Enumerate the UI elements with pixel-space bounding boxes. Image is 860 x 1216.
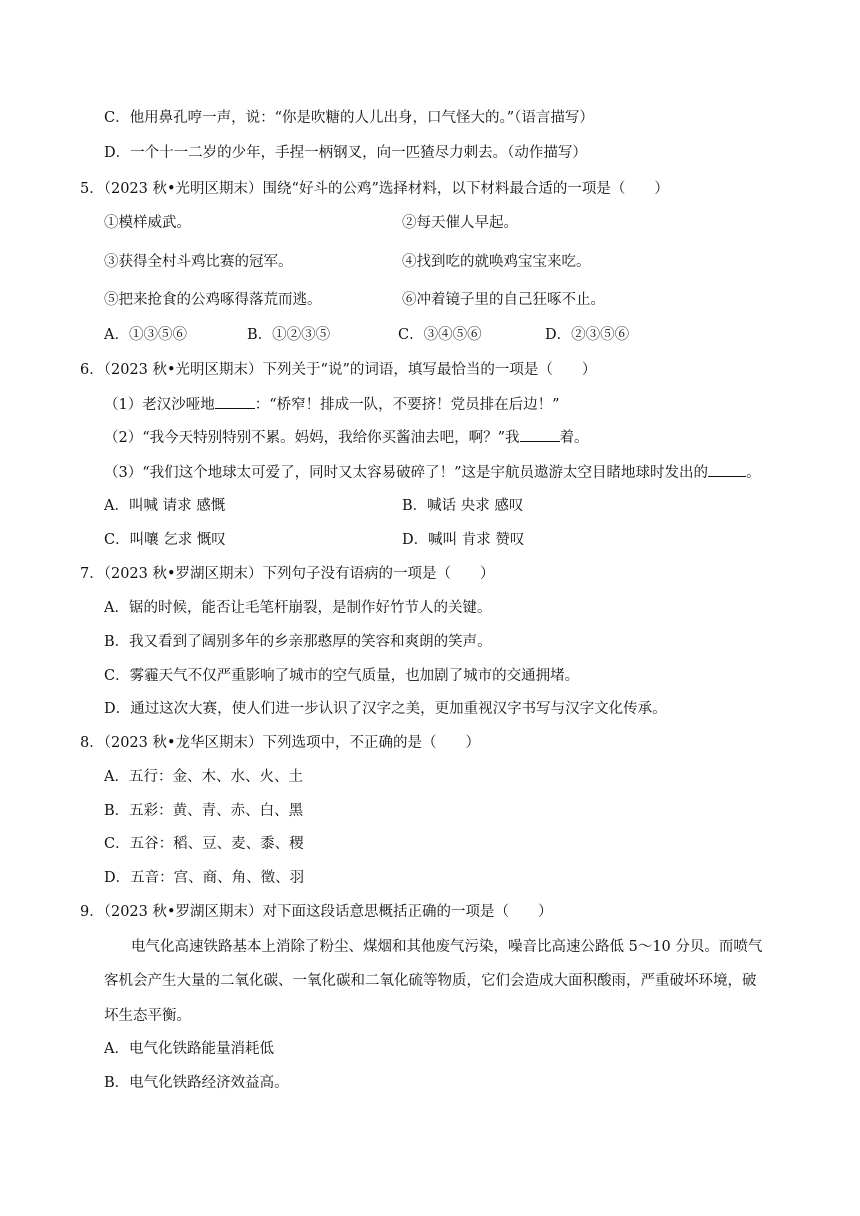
q5-material-6: ⑥冲着镜子里的自己狂啄不止。 [402,292,605,308]
q6-s1-blank [215,408,255,409]
q6-option-b: B．喊话 央求 感叹 [402,498,524,514]
q8-option-b: B．五彩：黄、青、赤、白、黑 [104,803,304,819]
q6-sentence-1 [104,395,560,415]
q6-option-c: C．叫嚷 乞求 慨叹 [104,532,226,548]
q9-stem: 9．（2023 秋•罗湖区期末）对下面这段话意思概括正确的一项是（ ） [80,904,553,920]
q5-option-b: B．①②③⑤ [247,327,331,343]
q6-s2-after: 着。 [559,430,589,446]
q6-stem: 6．（2023 秋•光明区期末）下列关于“说”的词语，填写最恰当的一项是（ ） [80,362,597,378]
q8-option-c: C．五谷：稻、豆、麦、黍、稷 [104,836,304,852]
q5-material-3: ③获得全村斗鸡比赛的冠军。 [104,254,293,270]
q5-material-2: ②每天催人早起。 [402,215,518,231]
q5-material-5: ⑤把来抢食的公鸡啄得落荒而逃。 [104,292,322,308]
q9-passage-line-1: 电气化高速铁路基本上消除了粉尘、煤烟和其他废气污染，噪音比高速公路低 5～10 分贝。而喷气 [131,939,763,955]
q6-s3-blank [708,476,746,477]
q7-option-b: B．我又看到了阔别多年的乡亲那憨厚的笑容和爽朗的笑声。 [104,634,492,650]
q6-sentence-2 [104,428,589,448]
q8-option-a: A．五行：金、木、水、火、土 [104,769,303,785]
q9-passage-line-3: 坏生态平衡。 [104,1008,191,1024]
q5-option-d: D．②③⑤⑥ [545,327,630,343]
q6-option-a: A．叫喊 请求 感慨 [104,498,226,514]
q8-option-d: D．五音：宫、商、角、徵、羽 [104,870,305,886]
q7-stem: 7．（2023 秋•罗湖区期末）下列句子没有语病的一项是（ ） [80,566,495,582]
q6-s2-blank [520,441,560,442]
q9-option-a: A．电气化铁路能量消耗低 [104,1041,274,1057]
q5-option-a: A．①③⑤⑥ [104,327,187,343]
q5-material-4: ④找到吃的就唤鸡宝宝来吃。 [402,254,591,270]
q9-passage-line-2: 客机会产生大量的二氧化碳、一氧化碳和二氧化硫等物质，它们会造成大面积酸雨，严重破坏环境，破 [104,973,757,989]
q5-material-1: ①模样威武。 [104,215,191,231]
q5-stem: 5．（2023 秋•光明区期末）围绕“好斗的公鸡”选择材料，以下材料最合适的一项是（ ） [80,181,669,197]
q7-option-c: C．雾霾天气不仅严重影响了城市的空气质量，也加剧了城市的交通拥堵。 [104,668,580,684]
q8-stem: 8．（2023 秋•龙华区期末）下列选项中，不正确的是（ ） [80,735,481,751]
q6-option-d: D．喊叫 肯求 赞叹 [402,532,525,548]
q7-option-d: D．通过这次大赛，使人们进一步认识了汉字之美，更加重视汉字书写与汉字文化传承。 [104,701,667,717]
option-c-prev: C．他用鼻孔哼一声，说：“你是吹糖的人儿出身，口气怪大的。”（语言描写） [104,110,594,126]
q6-s1-after: ：“桥窄！排成一队，不要挤！党员排在后边！” [254,397,560,413]
q6-s1-before: （1）老汉沙哑地 [104,397,215,413]
q6-sentence-3 [104,463,761,483]
q9-option-b: B．电气化铁路经济效益高。 [104,1075,289,1091]
q6-s2-before: （2）“我今天特别特别不累。妈妈，我给你买酱油去吧，啊？”我 [104,430,520,446]
option-d-prev: D．一个十一二岁的少年，手捏一柄钢叉，向一匹猹尽力刺去。（动作描写） [104,145,587,161]
q6-s3-before: （3）“我们这个地球太可爱了，同时又太容易破碎了！”这是宇航员遨游太空目睹地球时发出的 [104,465,709,481]
q6-s3-after: 。 [746,465,761,481]
q5-option-c: C．③④⑤⑥ [398,327,482,343]
q7-option-a: A．锯的时候，能否让毛笔杆崩裂，是制作好竹节人的关键。 [104,600,492,616]
